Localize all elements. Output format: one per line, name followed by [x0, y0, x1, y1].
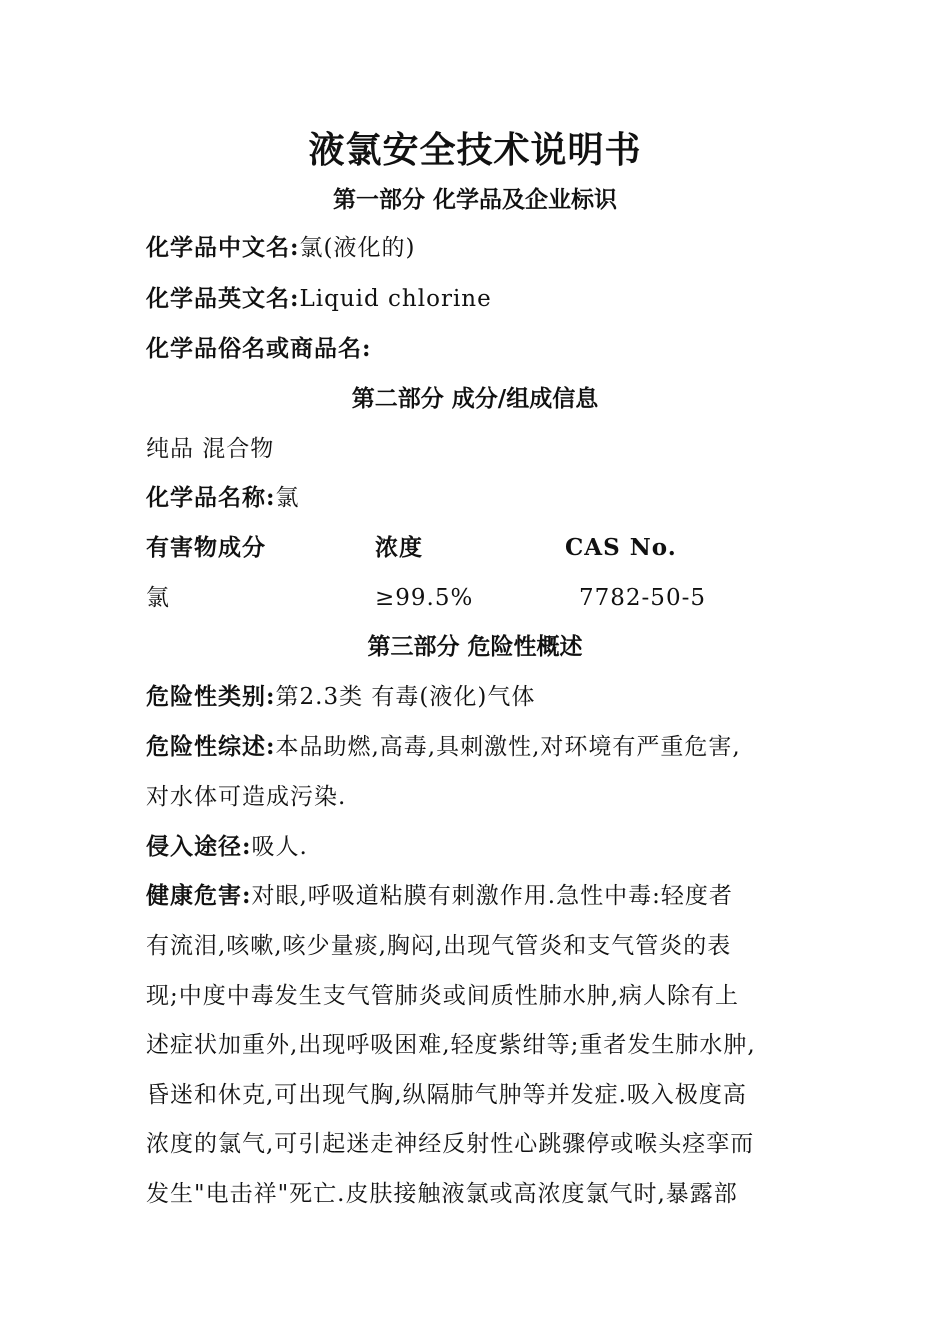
hazard-summary-line [146, 731, 826, 763]
chemical-name-label: 化学品名称: [146, 484, 276, 511]
hazard-category-label: 危险性类别: [146, 683, 276, 710]
section-heading-part2: 第二部分 成分/组成信息 [351, 385, 599, 412]
health-hazard-label: 健康危害: [146, 882, 252, 909]
section-heading-part3: 第三部分 危险性概述 [367, 633, 583, 660]
health-hazard-text-line: 现;中度中毒发生支气管肺炎或间质性肺水肿,病人除有上 [146, 983, 740, 1009]
purity-line: 纯品 混合物 [146, 436, 275, 462]
hazard-category-line [146, 681, 826, 713]
exposure-route-value: 吸人. [251, 834, 308, 860]
table-cell-component: 氯 [146, 585, 170, 611]
health-hazard-line [146, 880, 826, 912]
hazard-summary-text: 本品助燃,高毒,具刺激性,对环境有严重危害, [275, 734, 741, 760]
trade-name-label: 化学品俗名或商品名: [146, 335, 372, 362]
composition-table-header [146, 532, 826, 564]
exposure-route-line [146, 831, 826, 863]
hazard-summary-label: 危险性综述: [146, 733, 276, 760]
hazard-category-value: 第2.3类 有毒(液化)气体 [275, 684, 536, 710]
table-cell-cas: 7782-50-5 [579, 585, 706, 611]
health-hazard-text: 对眼,呼吸道粘膜有刺激作用.急性中毒:轻度者 [251, 883, 733, 909]
health-hazard-text-line: 有流泪,咳嗽,咳少量痰,胸闷,出现气管炎和支气管炎的表 [146, 933, 732, 959]
table-header-concentration: 浓度 [375, 534, 423, 561]
table-header-cas: CAS No. [565, 534, 677, 561]
health-hazard-text-line: 述症状加重外,出现呼吸困难,轻度紫绀等;重者发生肺水肿, [146, 1032, 756, 1058]
en-name-label: 化学品英文名: [146, 285, 300, 312]
chemical-name-line [146, 482, 826, 514]
table-header-component: 有害物成分 [146, 534, 266, 561]
en-name-value: Liquid chlorine [299, 286, 492, 312]
section-heading-part1: 第一部分 化学品及企业标识 [332, 186, 617, 213]
trade-name-line [146, 333, 826, 365]
chemical-name-value: 氯 [275, 485, 300, 511]
health-hazard-text-line: 发生"电击祥"死亡.皮肤接触液氯或高浓度氯气时,暴露部 [146, 1181, 738, 1207]
hazard-summary-continued: 对水体可造成污染. [146, 784, 347, 810]
health-hazard-text-line: 昏迷和休克,可出现气胸,纵隔肺气肿等并发症.吸入极度高 [146, 1082, 747, 1108]
cn-name-label: 化学品中文名: [146, 234, 300, 261]
composition-table-row [146, 582, 826, 614]
exposure-route-label: 侵入途径: [146, 833, 252, 860]
health-hazard-text-line: 浓度的氯气,可引起迷走神经反射性心跳骤停或喉头痉挛而 [146, 1131, 755, 1157]
table-cell-concentration: ≥99.5% [375, 585, 474, 611]
en-name-line [146, 283, 826, 315]
cn-name-line [146, 232, 826, 264]
document-title: 液氯安全技术说明书 [308, 129, 642, 171]
cn-name-value: 氯(液化的) [299, 235, 416, 261]
